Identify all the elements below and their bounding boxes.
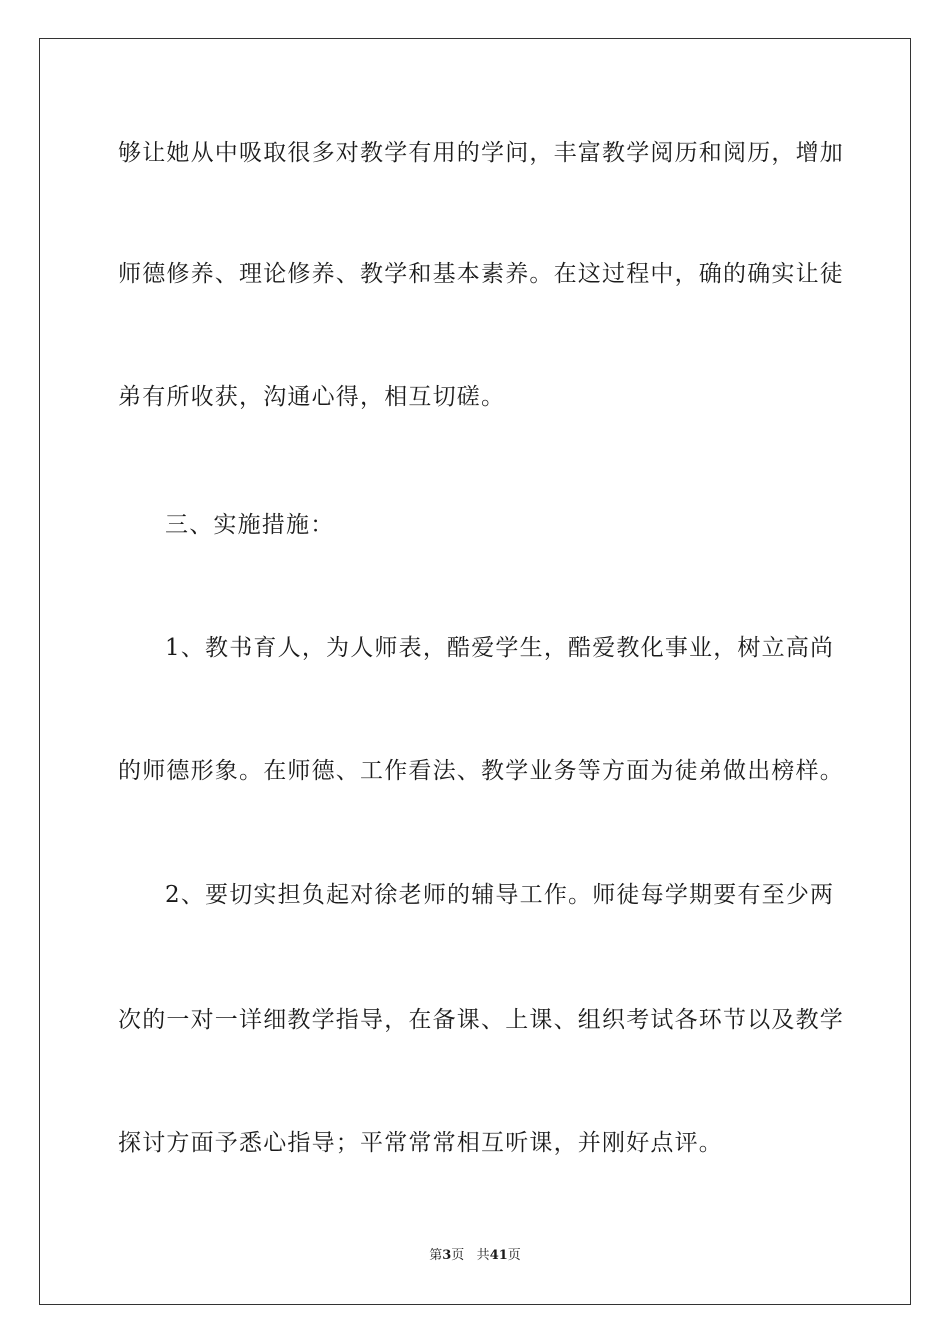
body-line-7: 2、要切实担负起对徐老师的辅导工作。师徒每学期要有至少两 — [165, 882, 835, 908]
footer-total-suffix: 页 — [507, 1248, 521, 1263]
body-line-3: 弟有所收获，沟通心得，相互切磋。 — [118, 384, 506, 410]
body-line-8: 次的一对一详细教学指导，在备课、上课、组织考试各环节以及教学 — [118, 1007, 844, 1033]
body-line-2: 师德修养、理论修养、教学和基本素养。在这过程中，确的确实让徒 — [118, 261, 844, 287]
body-line-1: 够让她从中吸取很多对教学有用的学问，丰富教学阅历和阅历，增加 — [118, 140, 844, 166]
page-footer — [0, 1247, 950, 1265]
footer-total-pages: 41 — [489, 1248, 508, 1263]
page-border — [39, 38, 911, 1305]
footer-page-prefix: 第 — [429, 1248, 443, 1263]
body-line-5: 1、教书育人，为人师表，酷爱学生，酷爱教化事业，树立高尚 — [165, 635, 835, 661]
section-heading: 三、实施措施： — [165, 512, 335, 538]
body-line-9: 探讨方面予悉心指导；平常常常相互听课，并刚好点评。 — [118, 1130, 723, 1156]
body-line-6: 的师德形象。在师德、工作看法、教学业务等方面为徒弟做出榜样。 — [118, 758, 844, 784]
footer-page-number: 3 — [442, 1248, 452, 1263]
footer-total-prefix: 共 — [476, 1248, 490, 1263]
footer-page-suffix: 页 — [451, 1248, 465, 1263]
